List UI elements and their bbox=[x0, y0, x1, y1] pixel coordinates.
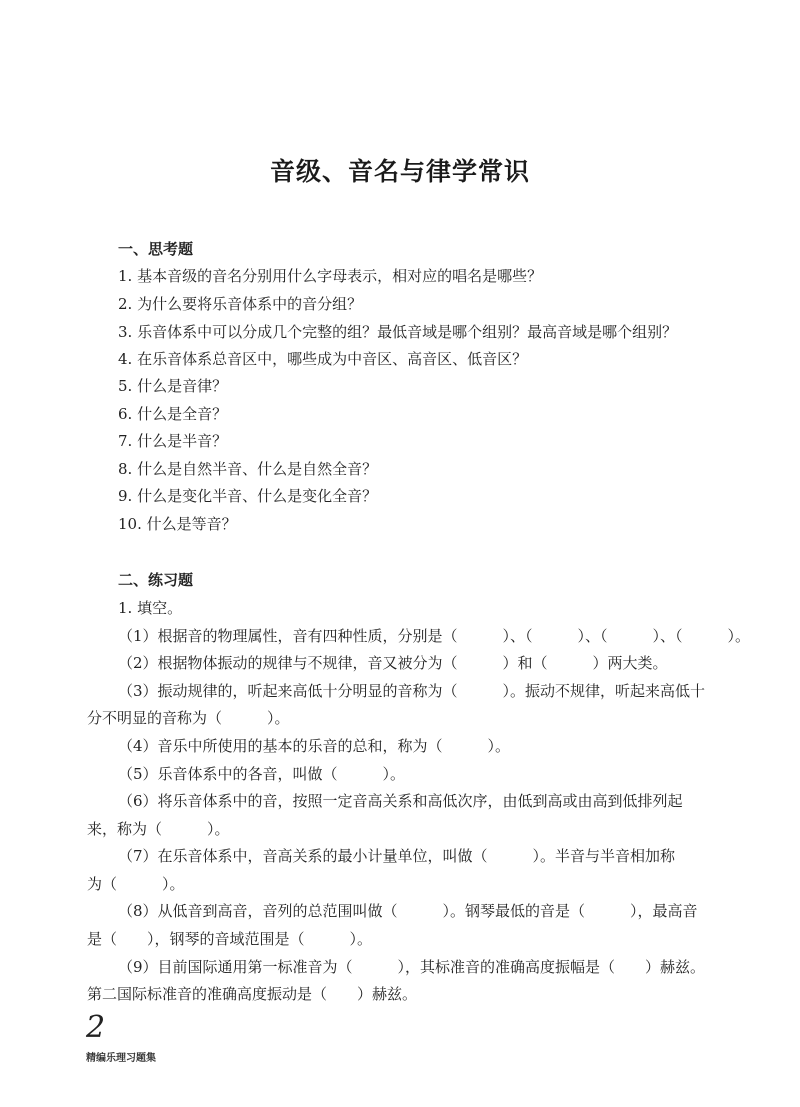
section-heading-thinking: 一、思考题 bbox=[118, 240, 194, 258]
question-item: 8. 什么是自然半音、什么是自然全音？ bbox=[118, 460, 378, 478]
fill-blank-line: 来，称为（ ）。 bbox=[87, 820, 230, 838]
fill-blank-line: （7）在乐音体系中，音高关系的最小计量单位，叫做（ ）。半音与半音相加称 bbox=[118, 847, 676, 865]
fill-blank-line: 是（ ），钢琴的音域范围是（ ）。 bbox=[87, 930, 373, 948]
question-item: 6. 什么是全音？ bbox=[118, 405, 228, 423]
page-title: 音级、音名与律学常识 bbox=[269, 157, 530, 186]
fill-blank-line: （9）目前国际通用第一标准音为（ ），其标准音的准确高度振幅是（ ）赫兹。 bbox=[118, 958, 706, 976]
question-item: 3. 乐音体系中可以分成几个完整的组？最低音域是哪个组别？最高音域是哪个组别？ bbox=[118, 323, 678, 341]
fill-blank-line: （1）根据音的物理属性，音有四种性质，分别是（ ）、（ ）、（ ）、（ ）。 bbox=[118, 627, 751, 645]
exercise-intro: 1. 填空。 bbox=[118, 599, 183, 617]
fill-blank-line: 为（ ）。 bbox=[87, 875, 185, 893]
page-number: 2 bbox=[86, 1010, 106, 1045]
question-item: 1. 基本音级的音名分别用什么字母表示，相对应的唱名是哪些？ bbox=[118, 267, 543, 285]
question-item: 10. 什么是等音？ bbox=[118, 515, 237, 533]
question-item: 2. 为什么要将乐音体系中的音分组？ bbox=[118, 295, 363, 313]
fill-blank-line: （3）振动规律的，听起来高低十分明显的音称为（ ）。振动不规律，听起来高低十 bbox=[118, 682, 706, 700]
fill-blank-line: 第二国际标准音的准确高度振动是（ ）赫兹。 bbox=[87, 985, 418, 1003]
fill-blank-line: （4）音乐中所使用的基本的乐音的总和，称为（ ）。 bbox=[118, 737, 511, 755]
section-heading-exercises: 二、练习题 bbox=[118, 571, 194, 589]
fill-blank-line: （5）乐音体系中的各音，叫做（ ）。 bbox=[118, 765, 406, 783]
fill-blank-line: （8）从低音到高音，音列的总范围叫做（ ）。钢琴最低的音是（ ），最高音 bbox=[118, 902, 698, 920]
question-item: 7. 什么是半音？ bbox=[118, 432, 228, 450]
question-item: 9. 什么是变化半音、什么是变化全音？ bbox=[118, 487, 378, 505]
book-title: 精编乐理习题集 bbox=[86, 1053, 156, 1064]
fill-blank-line: （2）根据物体振动的规律与不规律，音又被分为（ ）和（ ）两大类。 bbox=[118, 654, 668, 672]
fill-blank-line: （6）将乐音体系中的音，按照一定音高关系和高低次序，由低到高或由高到低排列起 bbox=[118, 792, 683, 810]
question-item: 4. 在乐音体系总音区中，哪些成为中音区、高音区、低音区？ bbox=[118, 350, 528, 368]
fill-blank-line: 分不明显的音称为（ ）。 bbox=[87, 709, 290, 727]
question-item: 5. 什么是音律？ bbox=[118, 377, 228, 395]
